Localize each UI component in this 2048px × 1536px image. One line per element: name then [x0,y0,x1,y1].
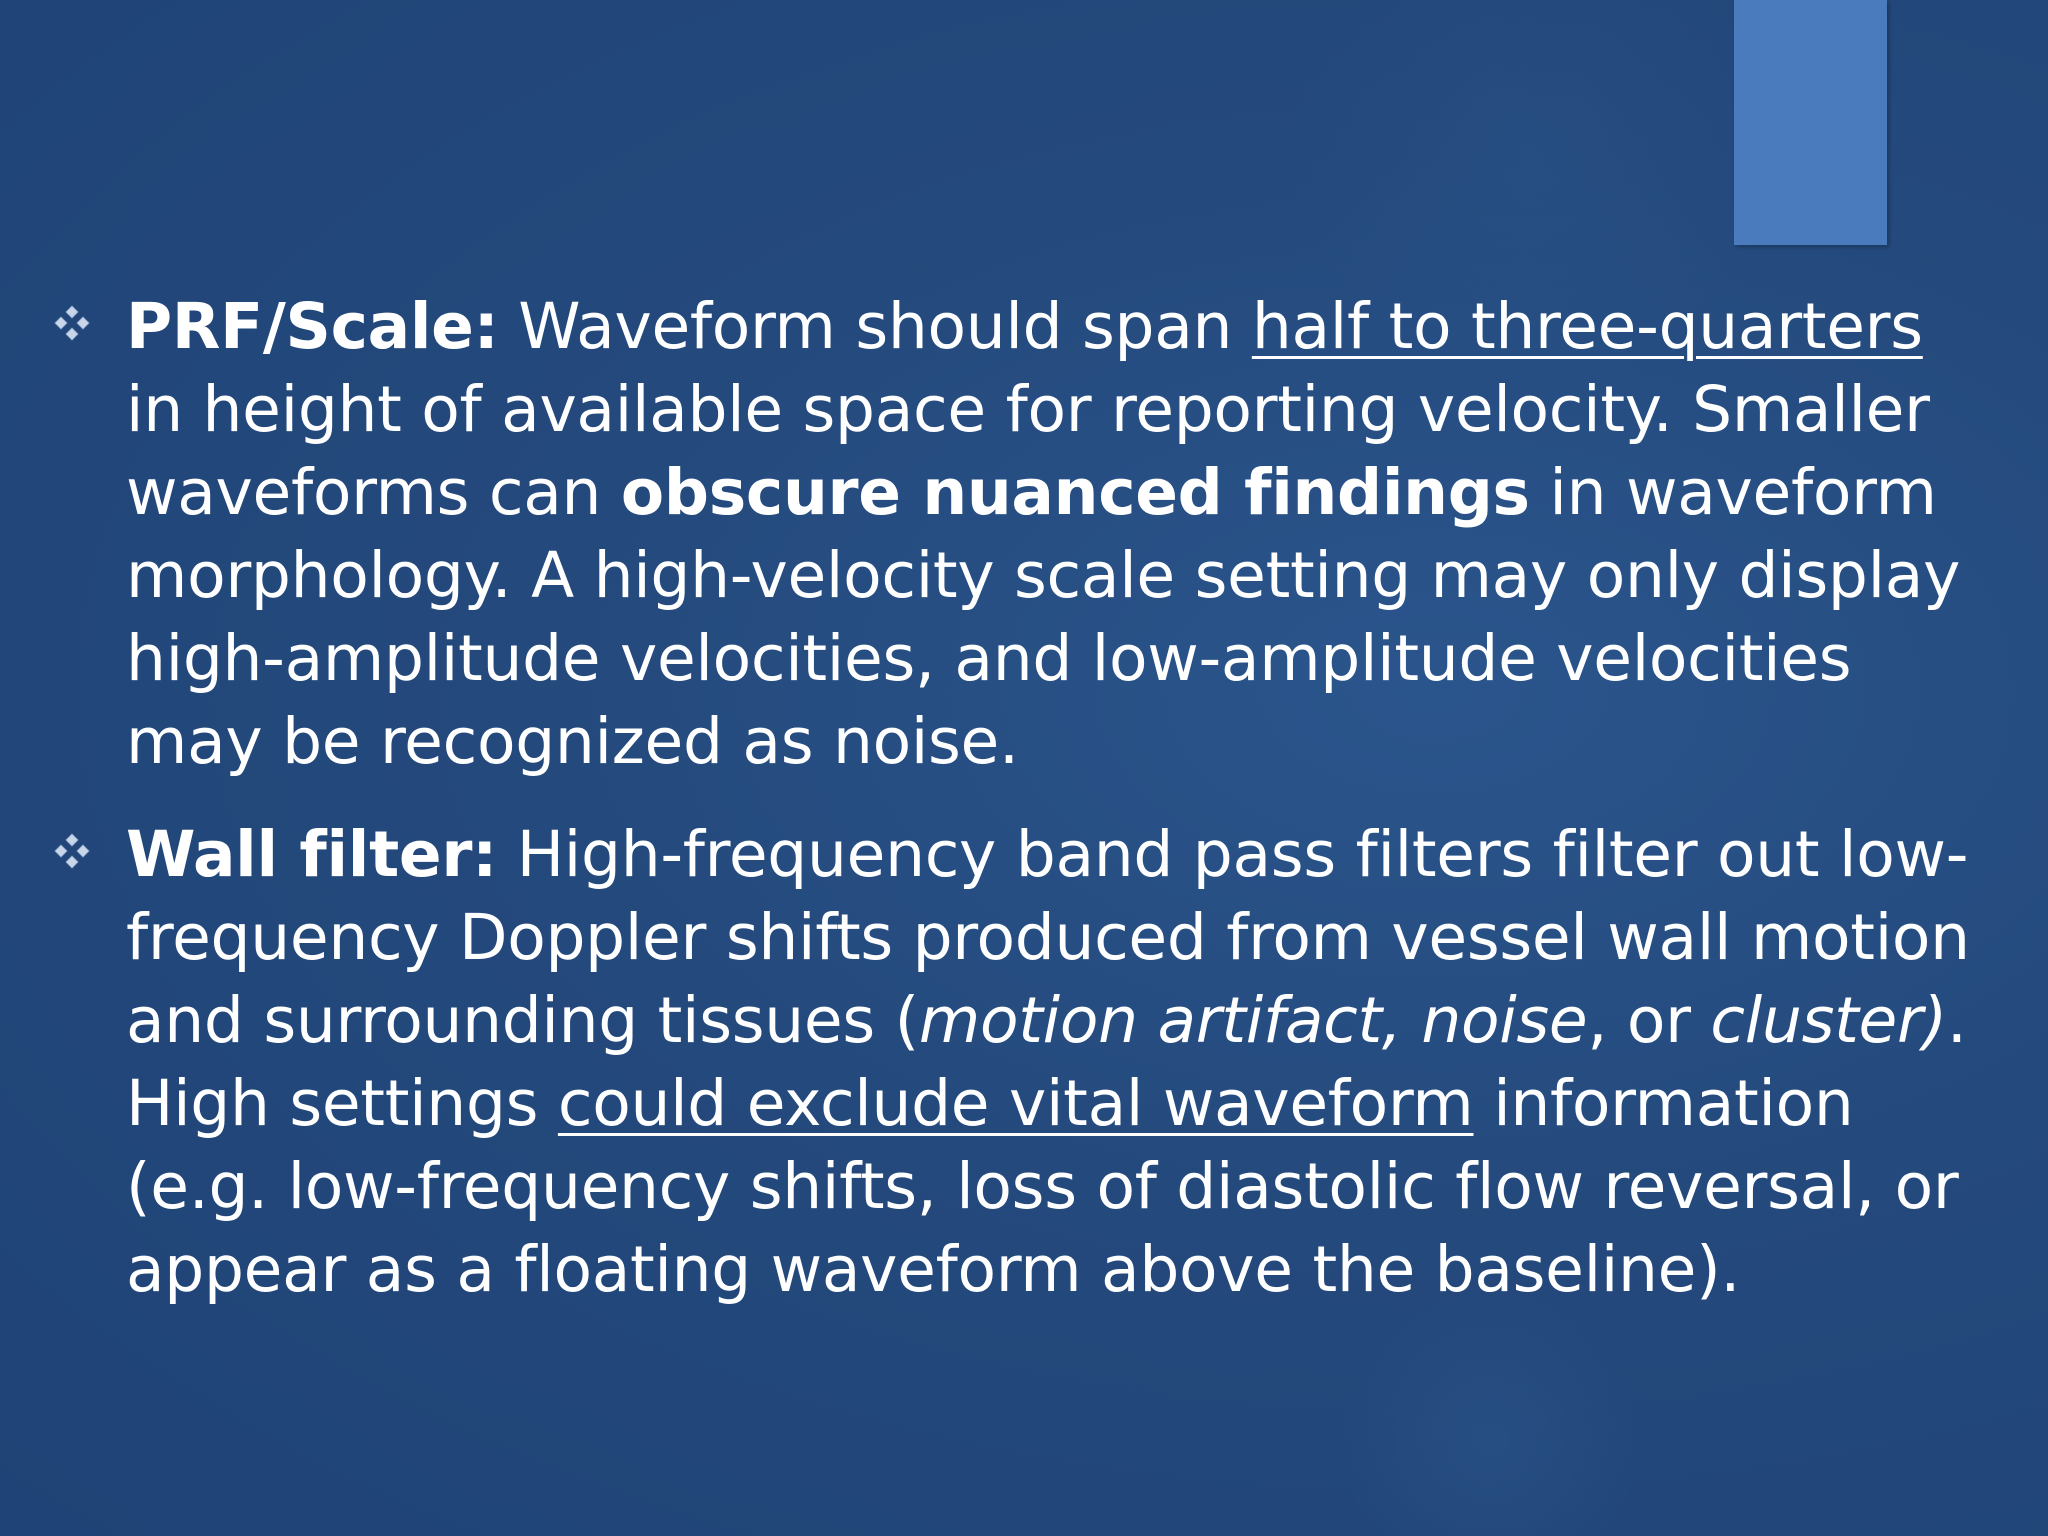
four-diamond-icon [52,831,92,871]
bullet-2-text-3: . High settings [126,984,1967,1140]
bullet-prf-scale [52,285,1982,783]
bullet-2-text-1: High-frequency band pass filters filter out low-frequency Doppler shifts produced from vessel wall motion and surrounding tissues ( [126,818,1970,1057]
bullet-2-text-4: information (e.g. low-frequency shifts, loss of diastolic flow reversal, or appear as a floating waveform above the baseline). [126,1067,1959,1306]
bullet-1-text-1: Waveform should span [498,290,1252,363]
bullet-1-text-3: in waveform morphology. A high-velocity scale setting may only display high-amplitude velocities, and low-amplitude velocities may be recognized as noise. [126,456,1961,778]
bullet-1-bold-phrase: obscure nuanced findings [620,456,1530,529]
bullet-2-text-2: , or [1587,984,1711,1057]
bullet-2-italic-phrase-2: cluster) [1710,984,1947,1057]
bullet-2-underlined-phrase: could exclude vital waveform [557,1067,1474,1140]
bullet-1-underlined-phrase: half to three-quarters [1251,290,1923,363]
slide-content [52,285,1982,1341]
bullet-wall-filter [52,813,1982,1311]
four-diamond-icon [52,303,92,343]
accent-bar [1734,0,1887,245]
bullet-1-heading: PRF/Scale: [126,290,499,363]
bullet-1-text-2: in height of available space for reporting velocity. Smaller waveforms can [126,373,1930,529]
bullet-2-italic-phrase-1: motion artifact, noise [918,984,1588,1057]
bullet-2-heading: Wall filter: [126,818,497,891]
